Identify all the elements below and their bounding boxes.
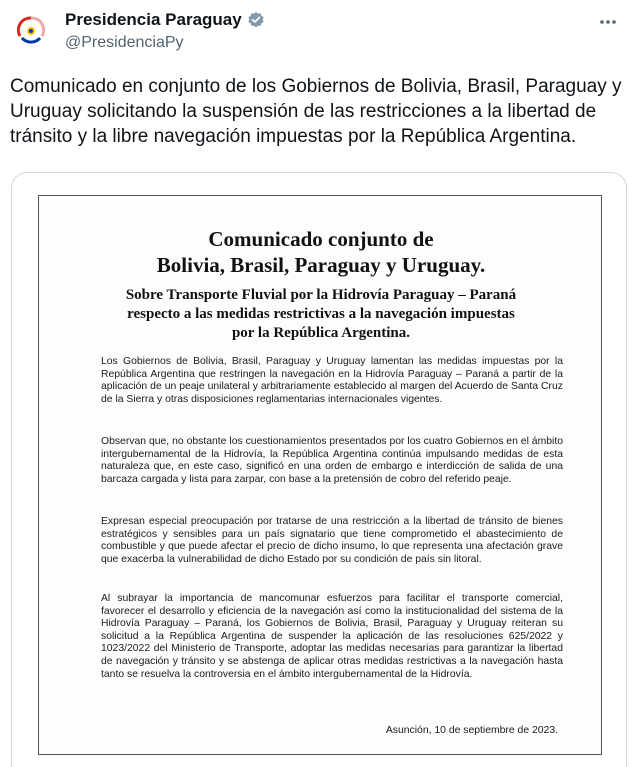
more-options-icon[interactable] xyxy=(596,10,620,34)
handle[interactable]: @PresidenciaPy xyxy=(65,34,184,51)
communique-document xyxy=(38,195,602,755)
display-name[interactable]: Presidencia Paraguay xyxy=(65,10,242,29)
document-title xyxy=(39,226,603,278)
tweet-media-image[interactable] xyxy=(11,172,627,767)
document-title-line: Bolivia, Brasil, Paraguay y Uruguay. xyxy=(156,253,486,277)
document-subtitle-line: Sobre Transporte Fluvial por la Hidrovía Paraguay – Paraná xyxy=(125,287,517,303)
document-paragraph: Al subrayar la importancia de mancomunar esfuerzos para facilitar el transporte comercial, favorecer el desarrollo y eficiencia de la navegación así como la institucionalidad del sistema de la Hidrovía Paraguay – Paraná, los Gobiernos de Bolivia, Brasil, Paraguay y Uruguay reiteran su solicitud a la República Argentina de suspender la aplicación de las resoluciones 625/2022 y 1023/2022 del Ministerio de Transporte, adoptar las medidas necesarias para garantizar la libertad de navegación y tránsito y se abstenga de aplicar otras medidas restrictivas a la navegación hasta tanto se resuelva la controversia en el ámbito intergubernamental de la Hidrovía. xyxy=(101,593,563,680)
tweet-header xyxy=(0,0,638,60)
document-title-line: Comunicado conjunto de xyxy=(208,227,434,251)
document-subtitle-line: por la República Argentina. xyxy=(231,325,411,341)
name-row xyxy=(65,10,265,30)
document-subtitle-line: respecto a las medidas restrictivas a la navegación impuestas xyxy=(127,306,515,322)
more-options-dots xyxy=(598,12,618,32)
document-paragraph: Expresan especial preocupación por tratarse de una restricción a la libertad de tránsito de bienes estratégicos y sensibles para un país signatario que tiene comprometido el abastecimiento de combustible y que puede afectar el precio de dicho insumo, lo que representa una afectación grave que exacerba la vulnerabilidad de dicho Estado por su condición de país sin litoral. xyxy=(101,516,563,565)
document-signature: Asunción, 10 de septiembre de 2023. xyxy=(385,725,558,736)
verified-badge-icon xyxy=(247,11,265,29)
document-paragraph: Los Gobiernos de Bolivia, Brasil, Paraguay y Uruguay lamentan las medidas impuestas por la República Argentina que restringen la navegación en la Hidrovía Paraguay – Paraná a partir de la aplicación de un peaje unilateral y arbitrariamente establecido al margen del Acuerdo de Santa Cruz de la Sierra y otras disposiciones reglamentarias internacionales vigentes. xyxy=(101,356,563,405)
document-paragraph: Observan que, no obstante los cuestionamientos presentados por los cuatro Gobiernos en el ámbito intergubernamental de la Hidrovía, la República Argentina continúa impulsando medidas de esta naturaleza que, en este caso, significó en una orden de embargo e interdicción de salida de una barcaza cargada y lista para zarpar, con base a la pretensión de cobro del referido peaje. xyxy=(101,436,563,485)
tweet-text: Comunicado en conjunto de los Gobiernos de Bolivia, Brasil, Paraguay y Uruguay solicitando la suspensión de las restricciones a la libertad de tránsito y la libre navegación impuestas por la República Argentina. xyxy=(10,76,622,147)
document-subtitle xyxy=(39,286,603,343)
presidencia-paraguay-logo-icon[interactable] xyxy=(11,10,51,50)
